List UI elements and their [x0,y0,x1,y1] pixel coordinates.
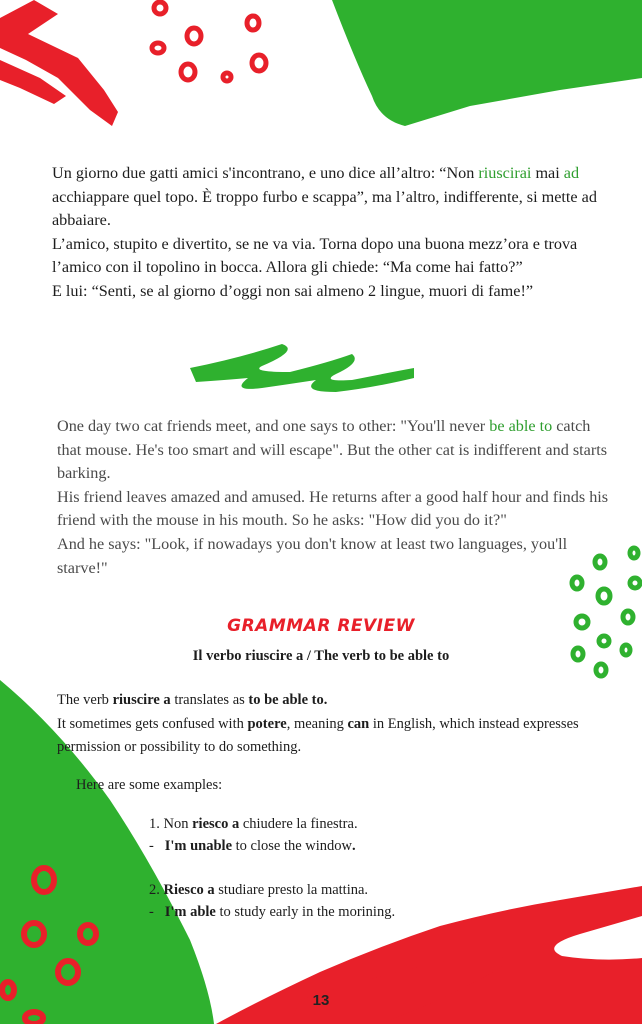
highlight-ad: ad [563,164,580,182]
english-translation [57,415,617,580]
text: translates as [170,692,249,708]
english-paragraph-3: And he says: "Look, if nowadays you don't know at least two languages, you'll starve!" [57,534,568,577]
example-2 [149,882,368,899]
grammar-review-title: GRAMMAR REVIEW [227,616,415,636]
bold-term: riuscire a [112,692,171,708]
highlight-be-able-to: be able to [489,417,553,435]
text: in English, which instead expresses permission or possibility to do something. [57,715,579,755]
bold-term: riesco a [192,816,240,832]
text: mai [531,164,564,182]
grammar-explanation [57,689,617,760]
example-2-translation [149,904,395,921]
green-squiggle-divider [190,344,414,392]
green-brush-top-right [332,0,642,126]
grammar-subtitle: Il verbo riuscire a / The verb to be able to [192,648,450,664]
red-brush-top-left [0,0,118,126]
english-paragraph-2: His friend leaves amazed and amused. He returns after a good half hour and finds his friend with the mouse in his mouth. So he asks: "How did you do it?" [57,487,609,530]
bold-term: I'm unable [164,838,233,854]
text: acchiappare quel topo. È troppo furbo e scappa”, ma l’altro, indifferente, si mette ad abbaiare. [52,187,597,230]
italian-paragraph-1 [52,162,612,233]
english-paragraph-1 [57,415,617,486]
text: The verb [57,692,113,708]
text: It sometimes gets confused with [57,715,248,732]
bold-term: I'm able [164,904,216,920]
text: to study early in the morining. [215,904,396,920]
text: catch that mouse. He's too smart and will escape". But the other cat is indifferent and starts barking. [57,417,608,483]
italian-paragraph-3: E lui: “Senti, se al giorno d’oggi non sai almeno 2 lingue, muori di fame!” [52,281,534,300]
text: , meaning [286,715,348,732]
text: to close the window [232,838,353,854]
text: One day two cat friends meet, and one says to other: "You'll never [57,417,490,435]
text: studiare presto la mattina. [214,882,369,898]
bold-term: to be able to. [248,692,328,708]
explanation-line-1 [57,689,617,713]
bold-term: potere [247,715,287,732]
italian-paragraph-2: L’amico, stupito e divertito, se ne va via. Torna dopo una buona mezz’ora e trova l’amico con il topolino in bocca. Allora gli chiede: “Ma come hai fatto?” [52,234,578,277]
explanation-line-2 [57,713,617,760]
page-number: 13 [312,992,330,1009]
text: 2. [149,882,164,898]
text: 1. Non [149,816,193,832]
example-1 [149,816,358,833]
text: . [352,838,356,854]
highlight-riuscirai: riuscirai [478,164,532,182]
dash-bullet: - [149,838,154,854]
examples-intro: Here are some examples: [76,777,223,793]
red-dots-top [152,2,266,81]
text: Un giorno due gatti amici s'incontrano, e uno dice all’altro: “Non [52,164,479,182]
bold-term: Riesco a [163,882,215,898]
bold-term: can [347,715,370,732]
italian-story [52,162,612,304]
text: chiudere la finestra. [239,816,358,832]
dash-bullet: - [149,904,154,920]
example-1-translation [149,838,356,855]
